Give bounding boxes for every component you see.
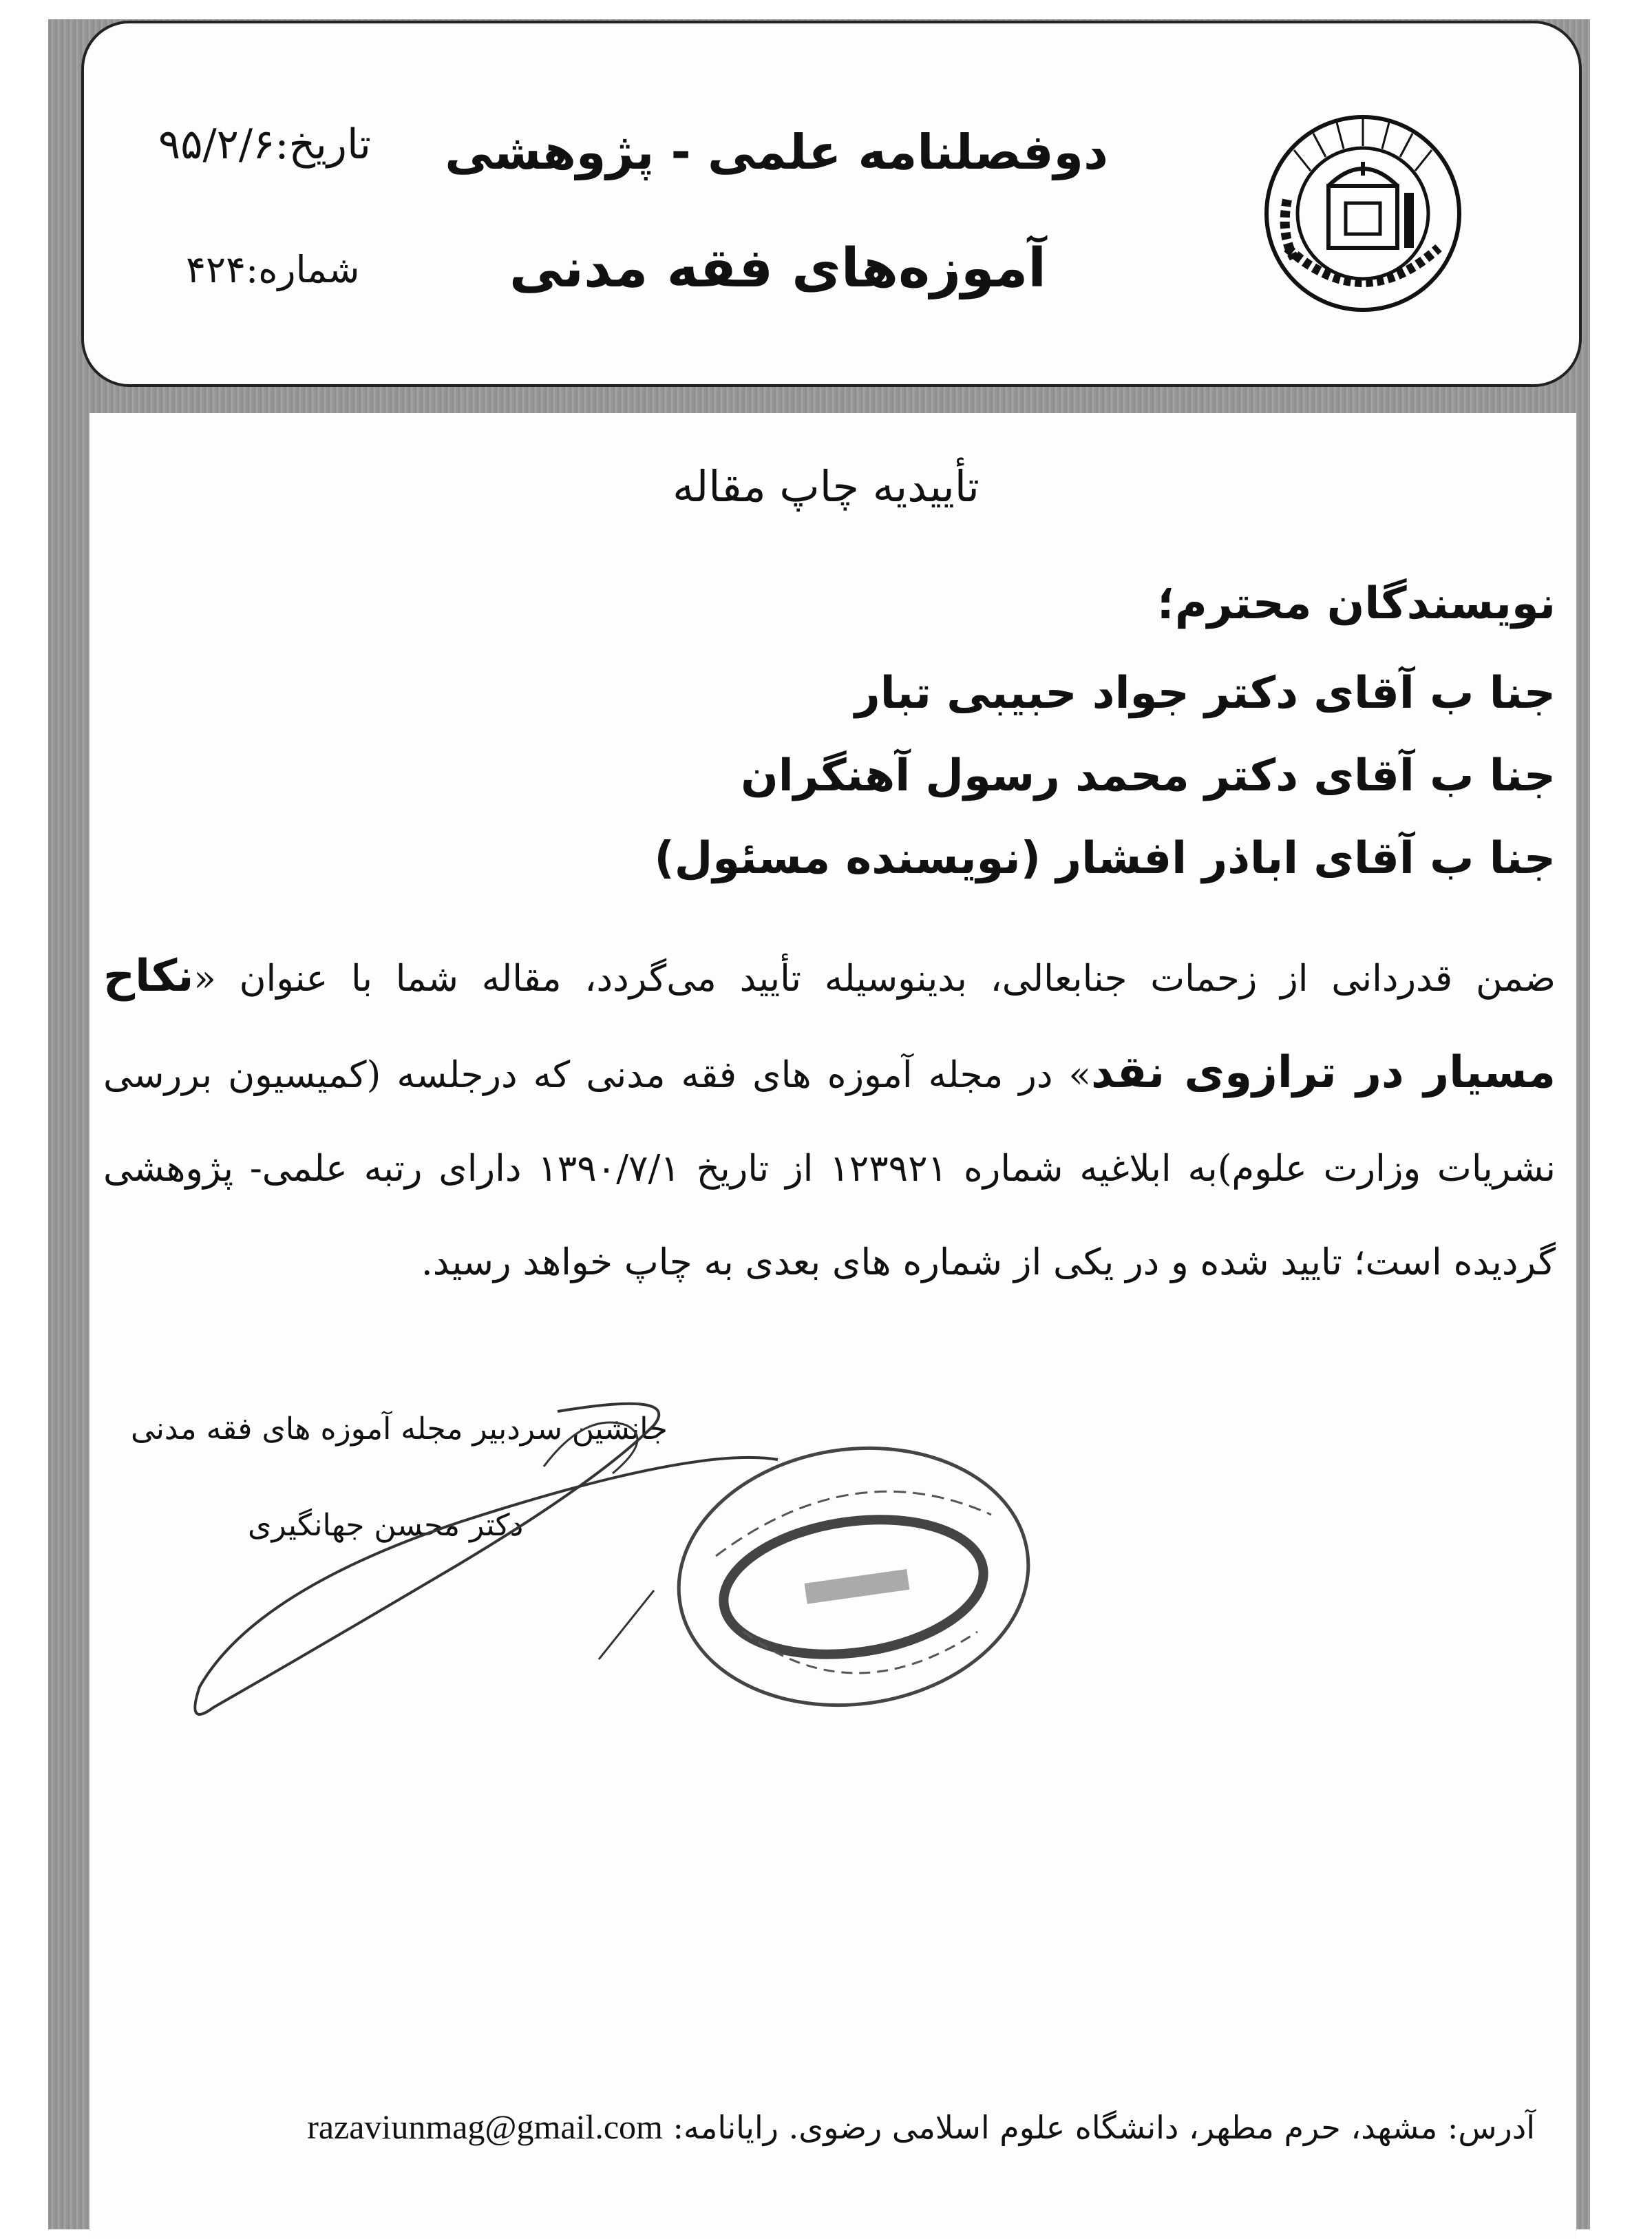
letter-body-paragraph — [103, 929, 1556, 1310]
salutation: نویسندگان محترم؛ — [1157, 578, 1556, 629]
letter-title: تأییدیه چاپ مقاله — [673, 461, 979, 512]
email-address: razaviunmag@gmail.com — [307, 2107, 663, 2146]
date-value: ۹۵/۲/۶ — [158, 120, 275, 169]
letter-number — [186, 248, 360, 291]
handwritten-signature-icon — [172, 1384, 805, 1742]
recipient-1: جنا ب آقای دکتر جواد حبیبی تبار — [854, 668, 1556, 719]
signer-name: دکتر محسن جهانگیری — [248, 1508, 524, 1543]
journal-type: دوفصلنامه علمی - پژوهشی — [445, 124, 1108, 180]
number-label: شماره: — [246, 248, 360, 291]
recipient-2: جنا ب آقای دکتر محمد رسول آهنگران — [741, 750, 1556, 801]
article-title: نکاح مسیار در ترازوی نقد — [103, 951, 1556, 1098]
journal-name: آموزه‌های فقه مدنی — [509, 238, 1046, 299]
recipient-3: جنا ب آقای اباذر افشار (نویسنده مسئول) — [654, 833, 1556, 884]
address-text: آدرس: مشهد، حرم مطهر، دانشگاه علوم اسلامی رضوی. رایانامه: — [673, 2109, 1535, 2146]
footer-address — [307, 2107, 1535, 2147]
body-part-2: » در مجله آموزه های فقه مدنی که درجلسه (کمیسیون بررسی نشریات وزارت علوم)به ابلاغیه شماره ۱۲۳۹۲۱ از تاریخ ۱۳۹۰/۷/۱ دارای رتبه علمی- پژوهشی گردیده است؛ تایید شده و در یکی از شماره های بعدی به چاپ خواهد رسید. — [103, 1054, 1556, 1283]
letter-date — [158, 120, 371, 169]
university-logo-icon — [1260, 110, 1466, 317]
date-label: تاریخ: — [275, 120, 371, 169]
body-part-1: ضمن قدردانی از زحمات جنابعالی، بدینوسیله تأیید می‌گردد، مقاله شما با عنوان « — [193, 958, 1556, 1000]
number-value: ۴۲۴ — [186, 248, 246, 291]
signer-role: جانشین سردبیر مجله آموزه های فقه مدنی — [131, 1411, 668, 1447]
